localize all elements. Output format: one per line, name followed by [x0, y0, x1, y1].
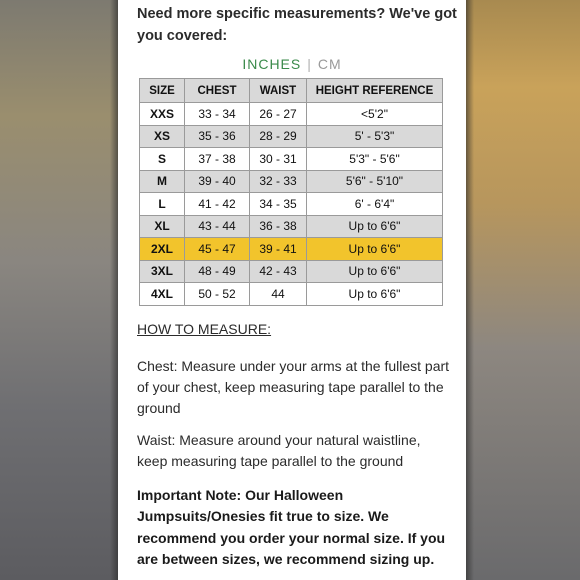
height-cell: Up to 6'6"	[307, 283, 443, 306]
chest-cell: 48 - 49	[185, 260, 250, 283]
table-row	[140, 125, 443, 148]
height-cell: 5'6" - 5'10"	[307, 170, 443, 193]
table-row	[140, 148, 443, 171]
table-row	[140, 170, 443, 193]
table-row-highlighted	[140, 238, 443, 261]
size-cell: M	[140, 170, 185, 193]
size-chart-table	[139, 78, 443, 306]
waist-cell: 28 - 29	[250, 125, 307, 148]
unit-toggle	[118, 56, 466, 72]
header-chest: CHEST	[185, 79, 250, 103]
table-row	[140, 215, 443, 238]
chest-cell: 39 - 40	[185, 170, 250, 193]
waist-cell: 42 - 43	[250, 260, 307, 283]
table-row	[140, 283, 443, 306]
blurred-background-left	[0, 0, 118, 580]
unit-inches-tab[interactable]: INCHES	[242, 56, 302, 72]
chest-instructions: Chest: Measure under your arms at the fullest part of your chest, keep measuring tape parallel to the ground	[137, 358, 450, 416]
size-cell: 2XL	[140, 238, 185, 261]
chest-cell: 33 - 34	[185, 103, 250, 126]
chest-cell: 43 - 44	[185, 215, 250, 238]
blurred-background-right	[466, 0, 580, 580]
unit-separator: |	[307, 56, 312, 72]
waist-cell: 36 - 38	[250, 215, 307, 238]
size-cell: XS	[140, 125, 185, 148]
size-cell: XXS	[140, 103, 185, 126]
chest-cell: 35 - 36	[185, 125, 250, 148]
header-waist: WAIST	[250, 79, 307, 103]
table-header-row	[140, 79, 443, 103]
height-cell: 5' - 5'3"	[307, 125, 443, 148]
size-cell: 4XL	[140, 283, 185, 306]
size-cell: S	[140, 148, 185, 171]
chest-cell: 41 - 42	[185, 193, 250, 216]
chest-cell: 37 - 38	[185, 148, 250, 171]
how-to-measure-heading: HOW TO MEASURE:	[137, 321, 272, 337]
height-cell: Up to 6'6"	[307, 260, 443, 283]
height-cell: 6' - 6'4"	[307, 193, 443, 216]
waist-instructions: Waist: Measure around your natural waistline, keep measuring tape parallel to the ground	[137, 432, 421, 469]
height-cell: <5'2"	[307, 103, 443, 126]
header-height-reference: HEIGHT REFERENCE	[307, 79, 443, 103]
unit-cm-tab[interactable]: CM	[317, 56, 342, 72]
intro-text: Need more specific measurements? We've got you covered:	[137, 6, 457, 44]
chest-cell: 50 - 52	[185, 283, 250, 306]
waist-cell: 44	[250, 283, 307, 306]
waist-cell: 26 - 27	[250, 103, 307, 126]
size-cell: L	[140, 193, 185, 216]
table-row	[140, 103, 443, 126]
table-row	[140, 260, 443, 283]
chest-cell: 45 - 47	[185, 238, 250, 261]
waist-cell: 39 - 41	[250, 238, 307, 261]
size-guide-panel	[118, 0, 466, 580]
size-cell: XL	[140, 215, 185, 238]
waist-cell: 32 - 33	[250, 170, 307, 193]
height-cell: 5'3" - 5'6"	[307, 148, 443, 171]
table-row	[140, 193, 443, 216]
important-note: Important Note: Our Halloween Jumpsuits/Onesies fit true to size. We recommend you order your normal size. If you are between sizes, we recommend sizing up.	[137, 487, 446, 567]
size-cell: 3XL	[140, 260, 185, 283]
waist-cell: 30 - 31	[250, 148, 307, 171]
waist-cell: 34 - 35	[250, 193, 307, 216]
height-cell: Up to 6'6"	[307, 215, 443, 238]
height-cell: Up to 6'6"	[307, 238, 443, 261]
header-size: SIZE	[140, 79, 185, 103]
